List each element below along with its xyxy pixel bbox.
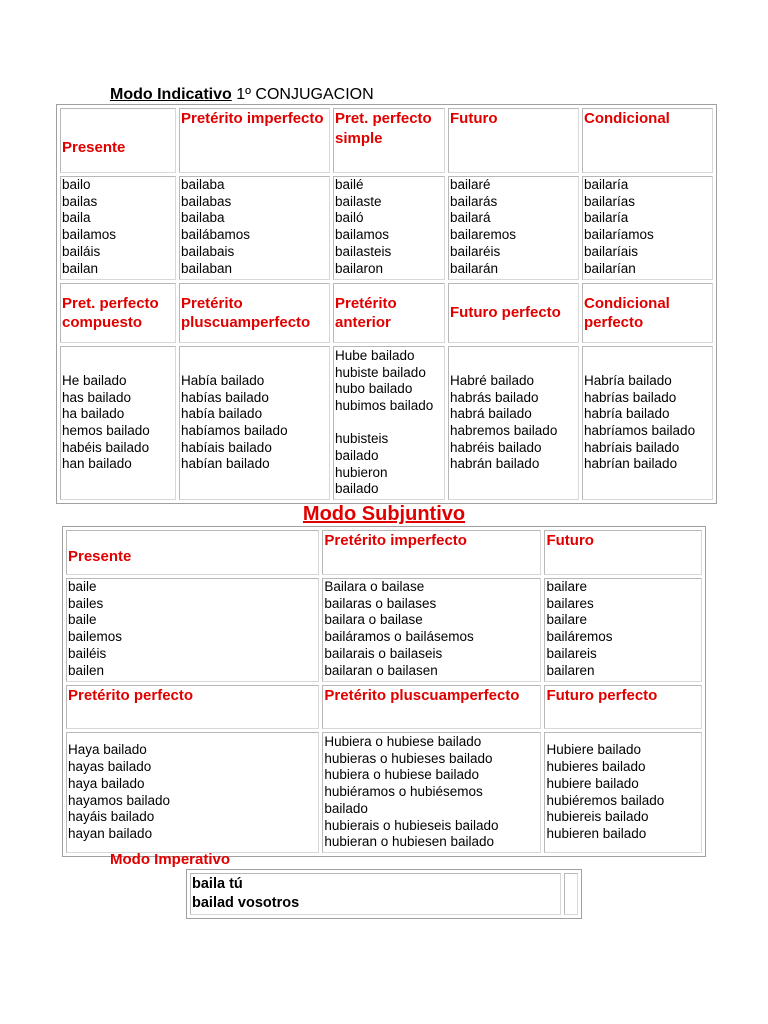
conjugation-form: bailó: [335, 210, 364, 226]
conjugation-form: han bailado: [62, 456, 132, 472]
conjugation-form: bailaren: [546, 662, 595, 678]
imperativo-title: Modo Imperativo: [110, 851, 231, 868]
imperativo-table: [186, 869, 582, 919]
conjugation-form: bailarían: [584, 260, 636, 276]
conjugation-form: bailarán: [450, 260, 499, 276]
conjugation-form: hubieras o hubieses bailado: [324, 750, 493, 766]
subjuntivo-forms-preterito-pluscuamperfecto: [322, 732, 541, 853]
conjugation-form: habían bailado: [181, 456, 270, 472]
subjuntivo-forms-presente: [66, 578, 319, 682]
conjugation-form: bailareis: [546, 645, 597, 661]
conjugation-form: Bailara o bailase: [324, 579, 425, 594]
conjugation-form: hubisteis: [335, 431, 389, 447]
conjugation-form: baile: [68, 579, 97, 594]
conjugation-form: habréis bailado: [450, 439, 542, 455]
conjugation-form: bailemos: [68, 629, 123, 645]
conjugation-form: habríais bailado: [584, 439, 680, 455]
indicativo-forms-condicional: [582, 176, 713, 280]
conjugation-form: hubiéramos o hubiésemos: [324, 784, 483, 800]
conjugation-form: bailares: [546, 595, 594, 611]
indicativo-forms-condicional-perfecto: [582, 346, 713, 500]
conjugation-form: has bailado: [62, 389, 132, 405]
conjugation-form: bailaréis: [450, 243, 501, 259]
conjugation-form: habíamos bailado: [181, 423, 288, 438]
conjugation-form: hubieron: [335, 464, 388, 480]
conjugation-form: habrías bailado: [584, 389, 677, 405]
conjugation-form: hubo bailado: [335, 381, 413, 397]
subjuntivo-forms-preterito-imperfecto: [322, 578, 541, 682]
indicativo-forms-preterito-pluscuamperfecto: [179, 346, 330, 500]
indicativo-forms-futuro-perfecto: [448, 346, 579, 500]
conjugation-form: bailaríais: [584, 243, 639, 259]
conjugation-form: habrá bailado: [450, 406, 532, 422]
indicativo-title: Modo Indicativo: [110, 86, 232, 103]
subjuntivo-header-futuro-perfecto: Futuro perfecto: [544, 685, 702, 729]
conjugation-form: bailarías: [584, 193, 636, 209]
conjugation-form: hubiere bailado: [546, 775, 639, 791]
indicativo-header-condicional-perfecto: Condicional perfecto: [582, 283, 713, 343]
imperativo-forms: [190, 873, 561, 915]
subjuntivo-header-futuro: Futuro: [544, 530, 702, 575]
conjugation-form: hayáis bailado: [68, 809, 155, 825]
indicativo-header-preterito-pluscuamperfecto: Pretérito pluscuamperfecto: [179, 283, 330, 343]
conjugation-form: baila: [62, 210, 91, 226]
indicativo-header-presente: Presente: [60, 108, 176, 173]
conjugation-form: hubieres bailado: [546, 759, 646, 775]
indicativo-header-futuro: Futuro: [448, 108, 579, 173]
indicativo-forms-preterito-anterior: [333, 346, 445, 500]
conjugation-form: Habría bailado: [584, 372, 672, 388]
conjugation-form: bailáramos o bailásemos: [324, 629, 474, 645]
conjugation-form: ha bailado: [62, 406, 125, 422]
conjugation-form: [335, 415, 443, 432]
conjugation-form: habéis bailado: [62, 439, 150, 455]
conjugation-form: bailas: [62, 193, 98, 209]
indicativo-forms-presente: [60, 176, 176, 280]
conjugation-form: bailé: [335, 177, 364, 192]
conjugation-form: bailaré: [450, 177, 491, 192]
conjugation-form: hubierais o hubieseis bailado: [324, 817, 499, 833]
indicativo-header-futuro-perfecto: Futuro perfecto: [448, 283, 579, 343]
indicativo-header-preterito-anterior: Pretérito anterior: [333, 283, 445, 343]
conjugation-form: Había bailado: [181, 372, 265, 388]
subjuntivo-header-preterito-imperfecto: Pretérito imperfecto: [322, 530, 541, 575]
conjugation-form: habrían bailado: [584, 456, 678, 472]
conjugation-form: bailaría: [584, 177, 629, 192]
conjugation-form: bailabas: [181, 193, 232, 209]
subjuntivo-table: [62, 526, 706, 857]
conjugation-form: hubimos bailado: [335, 397, 434, 413]
conjugation-form: hubieren bailado: [546, 825, 647, 841]
conjugation-form: hubiéremos bailado: [546, 792, 665, 808]
conjugation-form: bailamos: [335, 227, 390, 243]
conjugation-form: hubiste bailado: [335, 364, 426, 380]
conjugation-form: bailare: [546, 612, 588, 628]
indicativo-forms-pret-perfecto-simple: [333, 176, 445, 280]
imperativo-empty-cell: [564, 873, 578, 915]
conjugation-form: Hubiera o hubiese bailado: [324, 734, 482, 750]
conjugation-form: bailaran o bailasen: [324, 662, 438, 678]
conjugation-form: hayamos bailado: [68, 792, 171, 808]
subjuntivo-header-preterito-pluscuamperfecto: Pretérito pluscuamperfecto: [322, 685, 541, 729]
conjugation-form: Habré bailado: [450, 372, 535, 388]
indicativo-subtitle: 1º CONJUGACION: [236, 86, 374, 103]
conjugation-form: bailasteis: [335, 243, 392, 259]
conjugation-form: bailaría: [584, 210, 629, 226]
conjugation-form: habremos bailado: [450, 423, 558, 438]
conjugation-form: hayas bailado: [68, 759, 152, 775]
indicativo-heading: [110, 86, 374, 104]
conjugation-form: bailéis: [68, 645, 107, 661]
conjugation-form: Hubiere bailado: [546, 742, 642, 758]
conjugation-form: habríamos bailado: [584, 423, 696, 438]
conjugation-form: bailáremos: [546, 629, 613, 645]
conjugation-form: bailará: [450, 210, 491, 226]
conjugation-form: Hube bailado: [335, 347, 415, 363]
conjugation-form: bailaríamos: [584, 227, 654, 243]
conjugation-form: baile: [68, 612, 97, 628]
indicativo-header-preterito-imperfecto: Pretérito imperfecto: [179, 108, 330, 173]
indicativo-forms-futuro: [448, 176, 579, 280]
conjugation-form: bailado: [335, 448, 379, 464]
subjuntivo-header-presente: Presente: [66, 530, 319, 575]
subjuntivo-title: Modo Subjuntivo: [302, 503, 466, 525]
conjugation-form: hubieran o hubiesen bailado: [324, 834, 495, 850]
conjugation-form: habría bailado: [584, 406, 670, 422]
conjugation-form: bailaba: [181, 210, 225, 226]
conjugation-form: bailaron: [335, 260, 384, 276]
conjugation-form: bailes: [68, 595, 104, 611]
subjuntivo-forms-futuro-perfecto: [544, 732, 702, 853]
conjugation-form: habrán bailado: [450, 456, 540, 472]
conjugation-form: bailábamos: [181, 227, 251, 243]
indicativo-header-pret-perfecto-compuesto: Pret. perfecto compuesto: [60, 283, 176, 343]
conjugation-form: bailaremos: [450, 227, 517, 243]
conjugation-form: bailáis: [62, 243, 101, 259]
conjugation-form: bailarás: [450, 193, 498, 209]
conjugation-form: bailare: [546, 579, 588, 594]
conjugation-form: hubiereis bailado: [546, 809, 649, 825]
conjugation-form: bailaba: [181, 177, 225, 192]
conjugation-form: bailado: [324, 800, 368, 816]
conjugation-form: haya bailado: [68, 775, 145, 791]
conjugation-form: He bailado: [62, 372, 127, 388]
subjuntivo-forms-futuro: [544, 578, 702, 682]
subjuntivo-forms-preterito-perfecto: [66, 732, 319, 853]
conjugation-form: bailaban: [181, 260, 233, 276]
conjugation-form: Haya bailado: [68, 742, 147, 758]
conjugation-form: bailo: [62, 177, 91, 192]
conjugation-form: bailan: [62, 260, 99, 276]
conjugation-form: bailabais: [181, 243, 235, 259]
conjugation-form: había bailado: [181, 406, 263, 422]
indicativo-table: [56, 104, 717, 504]
conjugation-form: bailado: [335, 481, 379, 497]
conjugation-form: bailarais o bailaseis: [324, 645, 443, 661]
conjugation-form: baila tú: [192, 876, 243, 892]
indicativo-forms-pret-perfecto-compuesto: [60, 346, 176, 500]
conjugation-form: bailamos: [62, 227, 117, 243]
conjugation-form: bailara o bailase: [324, 612, 423, 628]
indicativo-forms-preterito-imperfecto: [179, 176, 330, 280]
conjugation-form: bailen: [68, 662, 105, 678]
conjugation-form: hemos bailado: [62, 423, 150, 438]
subjuntivo-header-preterito-perfecto: Pretérito perfecto: [66, 685, 319, 729]
conjugation-form: bailaras o bailases: [324, 595, 437, 611]
conjugation-form: habías bailado: [181, 389, 269, 405]
conjugation-form: habíais bailado: [181, 439, 272, 455]
indicativo-header-pret-perfecto-simple: Pret. perfecto simple: [333, 108, 445, 173]
indicativo-header-condicional: Condicional: [582, 108, 713, 173]
conjugation-form: hayan bailado: [68, 825, 153, 841]
conjugation-form: hubiera o hubiese bailado: [324, 767, 480, 783]
conjugation-form: habrás bailado: [450, 389, 539, 405]
conjugation-form: bailaste: [335, 193, 382, 209]
conjugation-form: bailad vosotros: [192, 895, 300, 911]
